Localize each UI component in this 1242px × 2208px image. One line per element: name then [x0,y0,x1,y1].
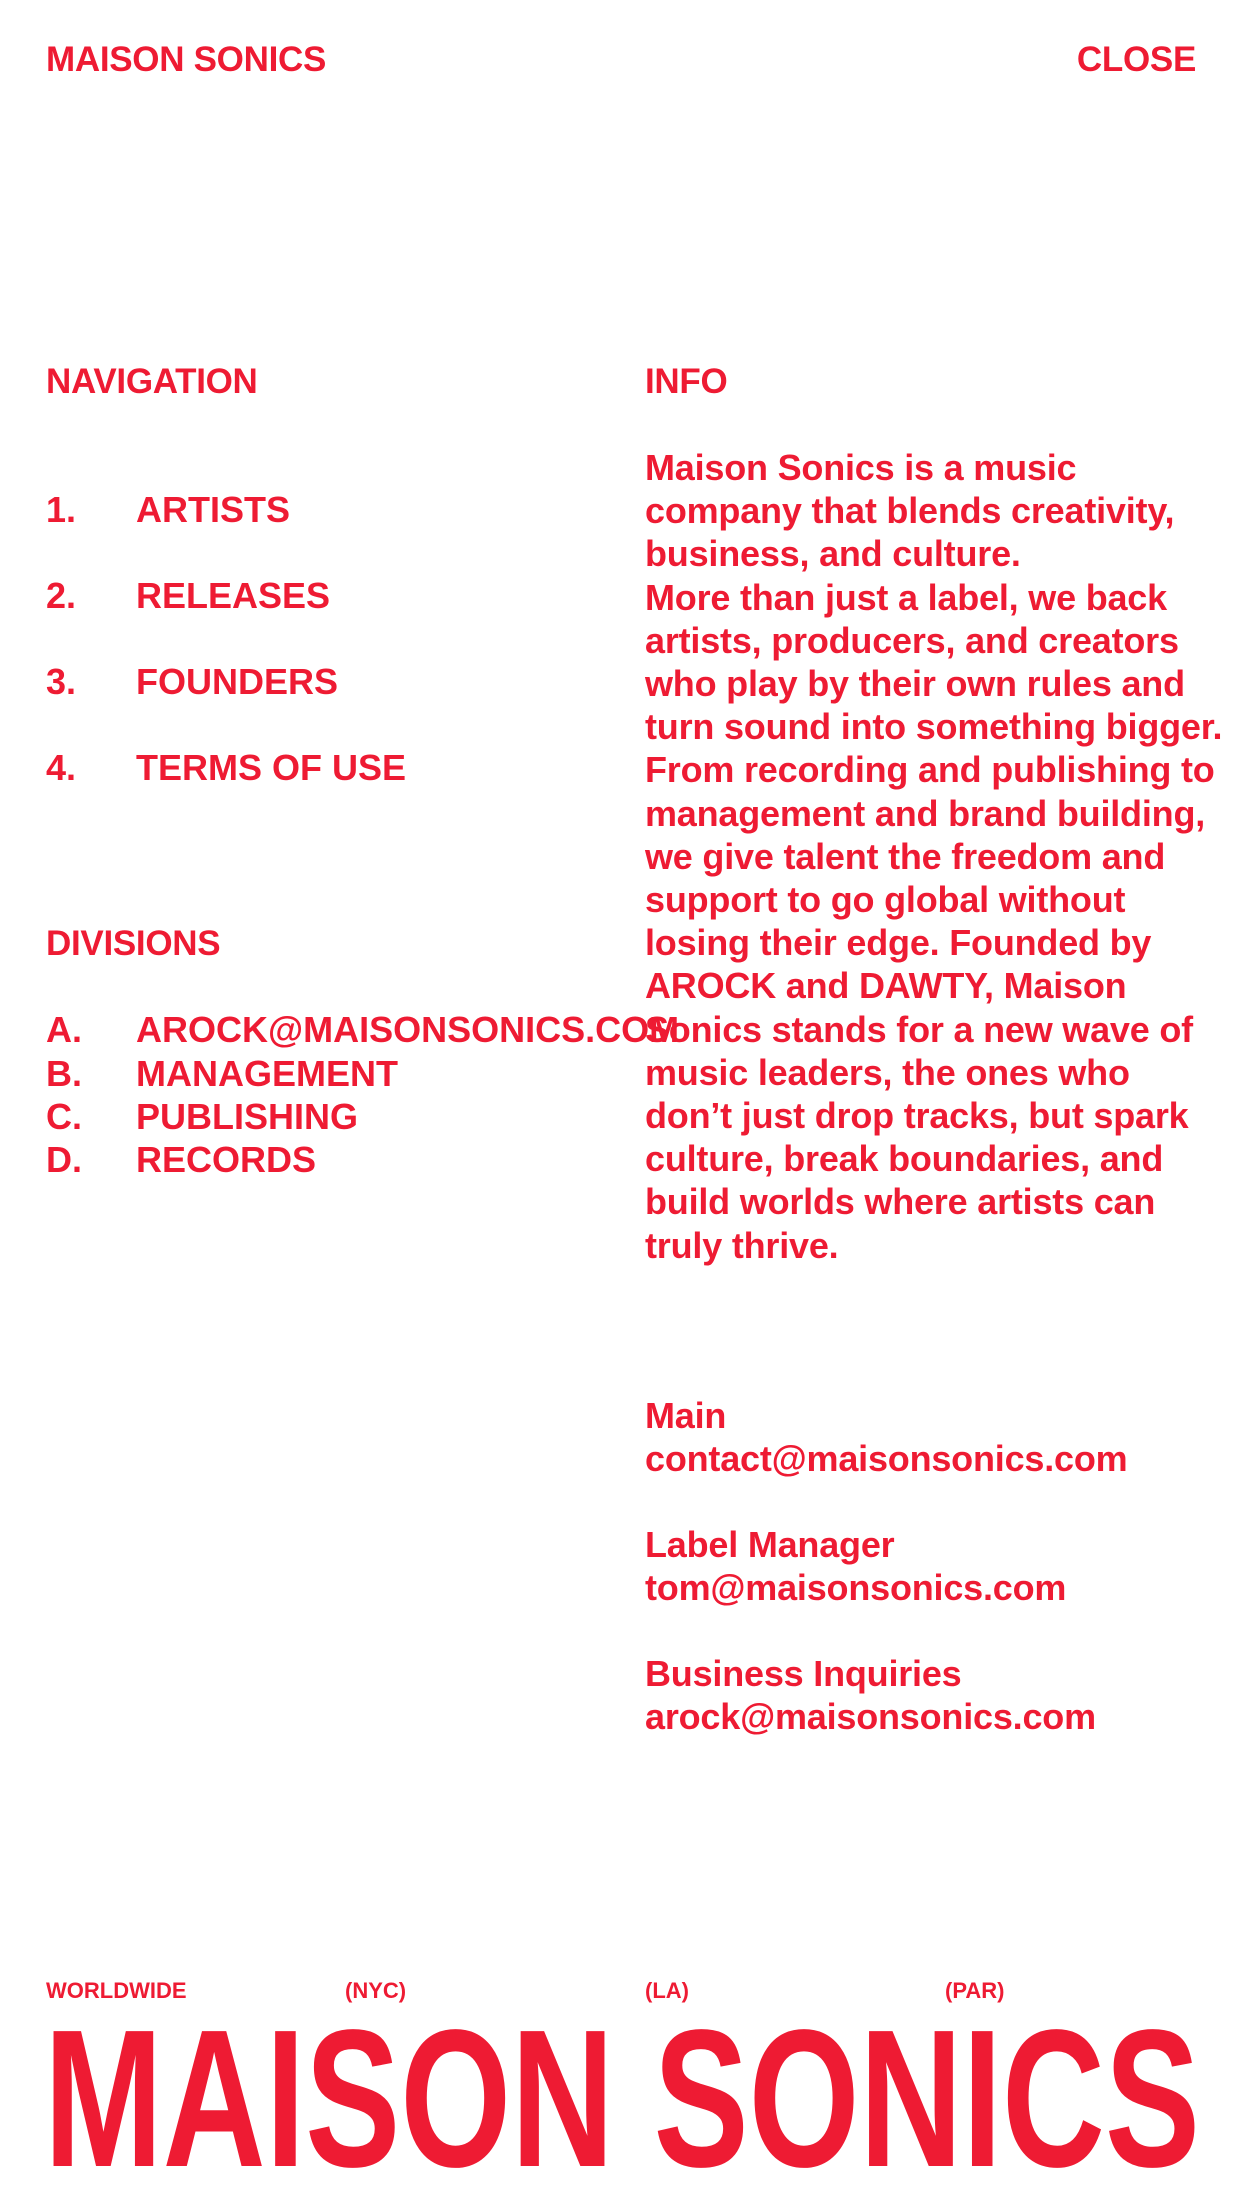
division-label: PUBLISHING [136,1096,359,1137]
nav-item-label: TERMS OF USE [136,747,407,788]
brand-logo-link[interactable]: MAISON SONICS [46,40,327,79]
division-item-records[interactable] [46,1140,316,1180]
contact-business-inquiries [645,1652,1096,1738]
nav-item-number: 2. [46,575,77,616]
info-paragraph-intro: Maison Sonics is a music company that blends creativity, business, and culture. [645,447,1175,575]
navigation-heading: NAVIGATION [46,362,258,401]
nav-item-label: RELEASES [136,575,331,616]
division-letter: C. [46,1096,82,1137]
contact-email-link[interactable]: tom@maisonsonics.com [645,1567,1067,1608]
nav-item-number: 4. [46,747,77,788]
nav-item-terms-of-use[interactable] [46,748,406,788]
contact-label: Label Manager [645,1524,895,1565]
info-heading: INFO [645,362,728,401]
contact-label-manager [645,1523,1066,1609]
location-la: (LA) [645,1978,689,2003]
footer-wordmark-text: MAISON SONICS [44,1989,1200,2208]
info-description [645,446,1225,1267]
division-item-email[interactable] [46,1010,679,1050]
division-letter: A. [46,1009,82,1050]
contact-label: Business Inquiries [645,1653,962,1694]
close-menu-button[interactable]: CLOSE [1076,40,1196,79]
contact-main [645,1394,1127,1480]
divisions-list [46,1000,680,1200]
nav-item-releases[interactable] [46,576,330,616]
division-item-management[interactable] [46,1054,398,1094]
divisions-heading: DIVISIONS [46,924,221,963]
contact-email-link[interactable]: arock@maisonsonics.com [645,1696,1096,1737]
nav-item-number: 3. [46,661,77,702]
nav-item-label: FOUNDERS [136,661,339,702]
division-label: RECORDS [136,1139,317,1180]
nav-item-label: ARTISTS [136,489,291,530]
info-paragraph-body: More than just a label, we back artists, producers, and creators who play by their own rules and turn sound into something bigger. From recording and publishing to management and brand building, we give talent the freedom and support to go global without losing their edge. Founded by AROCK and DAWTY, Maison Sonics stands for a new wave of music leaders, the ones who don’t just drop tracks, but spark culture, break boundaries, and build worlds where artists can truly thrive. [645,576,1223,1266]
division-label: MANAGEMENT [136,1053,398,1094]
division-label: AROCK@MAISONSONICS.COM [136,1009,680,1050]
nav-item-artists[interactable] [46,490,290,530]
navigation-list [46,490,602,810]
contact-email-link[interactable]: contact@maisonsonics.com [645,1438,1128,1479]
contact-label: Main [645,1395,727,1436]
division-item-publishing[interactable] [46,1097,358,1137]
location-par: (PAR) [945,1978,1005,2003]
division-letter: B. [46,1053,82,1094]
nav-item-number: 1. [46,489,77,530]
nav-item-founders[interactable] [46,662,338,702]
location-nyc: (NYC) [345,1978,407,2003]
division-letter: D. [46,1139,82,1180]
location-worldwide: WORLDWIDE [46,1978,187,2003]
